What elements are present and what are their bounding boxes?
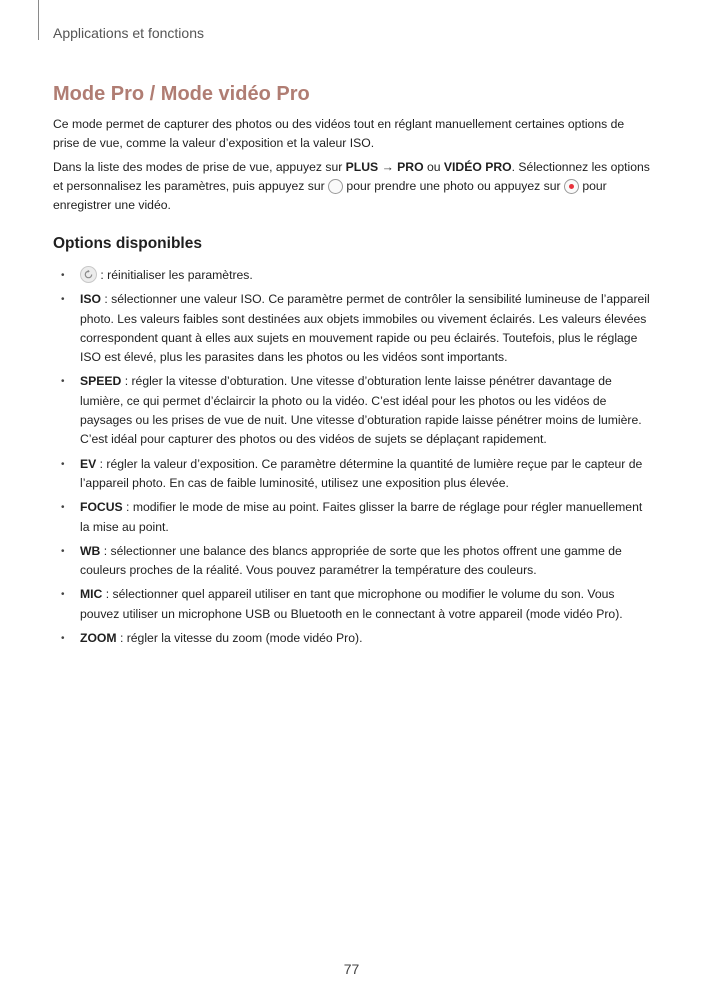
page-number: 77 [343, 961, 360, 977]
instruction-text: pour prendre une photo ou appuyez sur [343, 179, 564, 193]
bullet: • [61, 545, 65, 557]
option-key: ZOOM [80, 631, 117, 646]
instruction-text: Dans la liste des modes de prise de vue, appuyez sur [53, 160, 346, 174]
option-key: FOCUS [80, 500, 123, 515]
plus-label: PLUS [345, 160, 379, 174]
bullet: • [61, 294, 65, 306]
option-text: : sélectionner quel appareil utiliser en tant que microphone ou modifier le volume du son. Vous pouvez utiliser un microphone USB ou Bluetooth en le connectant à votre appareil (mode vidéo Pro). [80, 587, 623, 621]
instruction-paragraph [53, 158, 653, 215]
instruction-text: . Sélectionnez les options et personnalisez les paramètres, puis appuyez sur [53, 160, 650, 193]
record-button-icon [564, 179, 579, 194]
bullet: • [61, 376, 65, 388]
bullet: • [61, 502, 65, 514]
bullet: • [61, 589, 65, 601]
option-focus [53, 498, 653, 537]
instruction-text: ou [423, 160, 444, 174]
option-key: WB [80, 543, 101, 558]
instruction-text: pour enregistrer une vidéo. [53, 179, 607, 212]
option-mic [53, 585, 653, 624]
reset-icon [80, 266, 97, 283]
option-text: : régler la vitesse d’obturation. Une vitesse d’obturation lente laisse pénétrer davantage de lumière, ce qui permet d’éclaircir la photo ou la vidéo. C’est idéal pour les photos ou les vidéos de paysages ou les prises de vue de nuit. Une vitesse d’obturation rapide laisse pénétrer moins de lumière. C’est idéal pour capturer des photos ou des vidéos de sujets se déplaçant rapidement. [80, 374, 642, 447]
option-wb [53, 542, 653, 581]
page-title: Mode Pro / Mode vidéo Pro [53, 83, 310, 105]
pro-label: PRO [397, 160, 424, 174]
option-reset [53, 266, 653, 285]
shutter-button-icon [328, 179, 343, 194]
option-iso [53, 290, 653, 367]
arrow-symbol: → [378, 160, 398, 174]
options-heading: Options disponibles [53, 235, 202, 252]
option-key: SPEED [80, 374, 122, 389]
option-text: : sélectionner une balance des blancs appropriée de sorte que les photos offrent une gamme de couleurs proches de la réalité. Vous pouvez paramétrer la température des couleurs. [80, 543, 622, 578]
intro-paragraph: Ce mode permet de capturer des photos ou des vidéos tout en réglant manuellement certaines options de prise de vue, comme la valeur d’exposition et la valeur ISO. [53, 117, 625, 150]
option-key: EV [80, 456, 97, 471]
bullet: • [61, 458, 65, 470]
option-text: : régler la vitesse du zoom (mode vidéo Pro). [116, 631, 363, 646]
bullet: • [61, 270, 65, 281]
option-text: : régler la valeur d’exposition. Ce paramètre détermine la quantité de lumière reçue par le capteur de l’appareil photo. En cas de faible luminosité, utilisez une exposition plus élevée. [80, 456, 643, 490]
bullet: • [61, 633, 65, 645]
option-ev [53, 455, 653, 494]
options-list [53, 266, 653, 653]
option-text: : réinitialiser les paramètres. [97, 268, 253, 282]
option-speed [53, 372, 653, 449]
section-header: Applications et fonctions [53, 25, 204, 41]
option-text: : sélectionner une valeur ISO. Ce paramètre permet de contrôler la sensibilité lumineuse de l’appareil photo. Les valeurs faibles sont destinées aux objets immobiles ou vivement éclairés. Les valeurs élevées correspondent quant à elles aux sujets en mouvement rapide ou peu éclairés. Toutefois, plus le réglage ISO est élevé, plus les parasites dans les photos ou les vidéos sont importants. [80, 292, 650, 365]
video-pro-label: VIDÉO PRO [443, 160, 512, 174]
page-edge-line [38, 0, 39, 40]
option-zoom [53, 629, 653, 648]
option-key: ISO [80, 292, 101, 307]
option-key: MIC [80, 587, 103, 602]
option-text: : modifier le mode de mise au point. Faites glisser la barre de réglage pour régler manuellement la mise au point. [80, 500, 643, 534]
